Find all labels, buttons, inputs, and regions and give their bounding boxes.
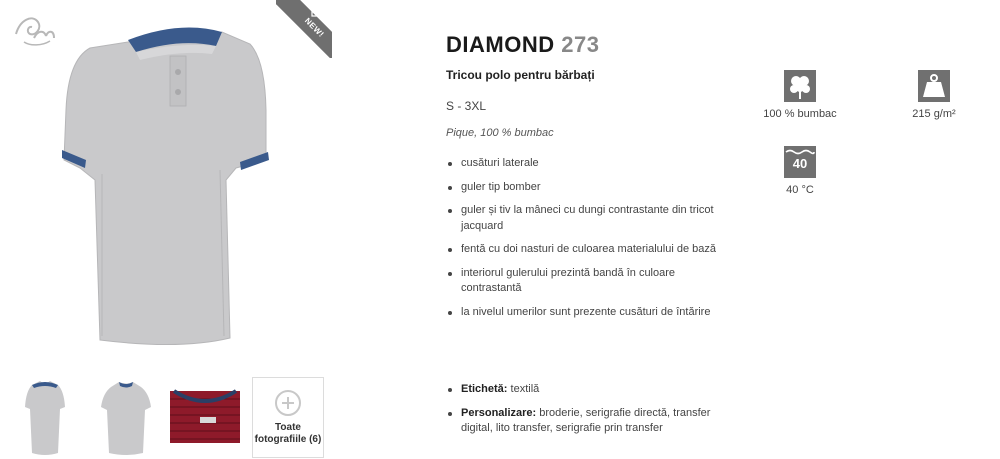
personalization-key: Personalizare: bbox=[461, 406, 537, 419]
spec-weight bbox=[884, 70, 984, 120]
label-info bbox=[446, 382, 736, 398]
product-code: 273 bbox=[561, 32, 600, 57]
product-name: DIAMOND bbox=[446, 32, 555, 57]
cotton-icon bbox=[784, 70, 816, 102]
thumbnail-front[interactable] bbox=[10, 377, 80, 457]
thumbnail-back[interactable] bbox=[91, 377, 161, 457]
wash-caption: 40 °C bbox=[786, 184, 814, 196]
personalization-value: broderie, serigrafie directă, transfer digital, lito transfer, serigrafie prin transfer bbox=[461, 406, 711, 434]
composition-caption: 100 % bumbac bbox=[763, 108, 837, 120]
personalization-info bbox=[446, 406, 736, 437]
all-photos-button[interactable] bbox=[252, 377, 324, 458]
product-subtitle: Tricou polo pentru bărbați bbox=[446, 68, 595, 82]
wash-icon bbox=[784, 146, 816, 178]
wash-icon-text: 40 bbox=[792, 156, 808, 171]
spec-composition bbox=[750, 70, 850, 120]
product-title bbox=[446, 32, 599, 58]
list-item: interiorul gulerului prezintă bandă în culoare contrastantă bbox=[446, 266, 736, 297]
list-item: la nivelul umerilor sunt prezente cusături de întărire bbox=[446, 305, 736, 321]
feature-list bbox=[446, 156, 736, 328]
spec-wash bbox=[750, 146, 850, 196]
product-sizes: S - 3XL bbox=[446, 99, 487, 113]
plus-icon bbox=[275, 390, 301, 416]
thumbnail-detail[interactable] bbox=[170, 377, 240, 457]
label-key: Etichetă: bbox=[461, 383, 508, 395]
weight-caption: 215 g/m² bbox=[912, 108, 956, 120]
label-value: textilă bbox=[510, 383, 540, 395]
list-item: cusături laterale bbox=[446, 156, 736, 172]
tag-icon bbox=[310, 6, 324, 20]
list-item: guler tip bomber bbox=[446, 180, 736, 196]
list-item: guler și tiv la mâneci cu dungi contrastante din tricot jacquard bbox=[446, 203, 736, 234]
all-photos-label: Toate fotografiile (6) bbox=[254, 421, 322, 445]
extra-info-list bbox=[446, 382, 736, 445]
product-material: Pique, 100 % bumbac bbox=[446, 127, 554, 139]
new-badge bbox=[276, 0, 332, 58]
new-badge-label: NEW! bbox=[302, 16, 326, 40]
weight-icon bbox=[918, 70, 950, 102]
list-item: fentă cu doi nasturi de culoarea materialului de bază bbox=[446, 242, 736, 258]
